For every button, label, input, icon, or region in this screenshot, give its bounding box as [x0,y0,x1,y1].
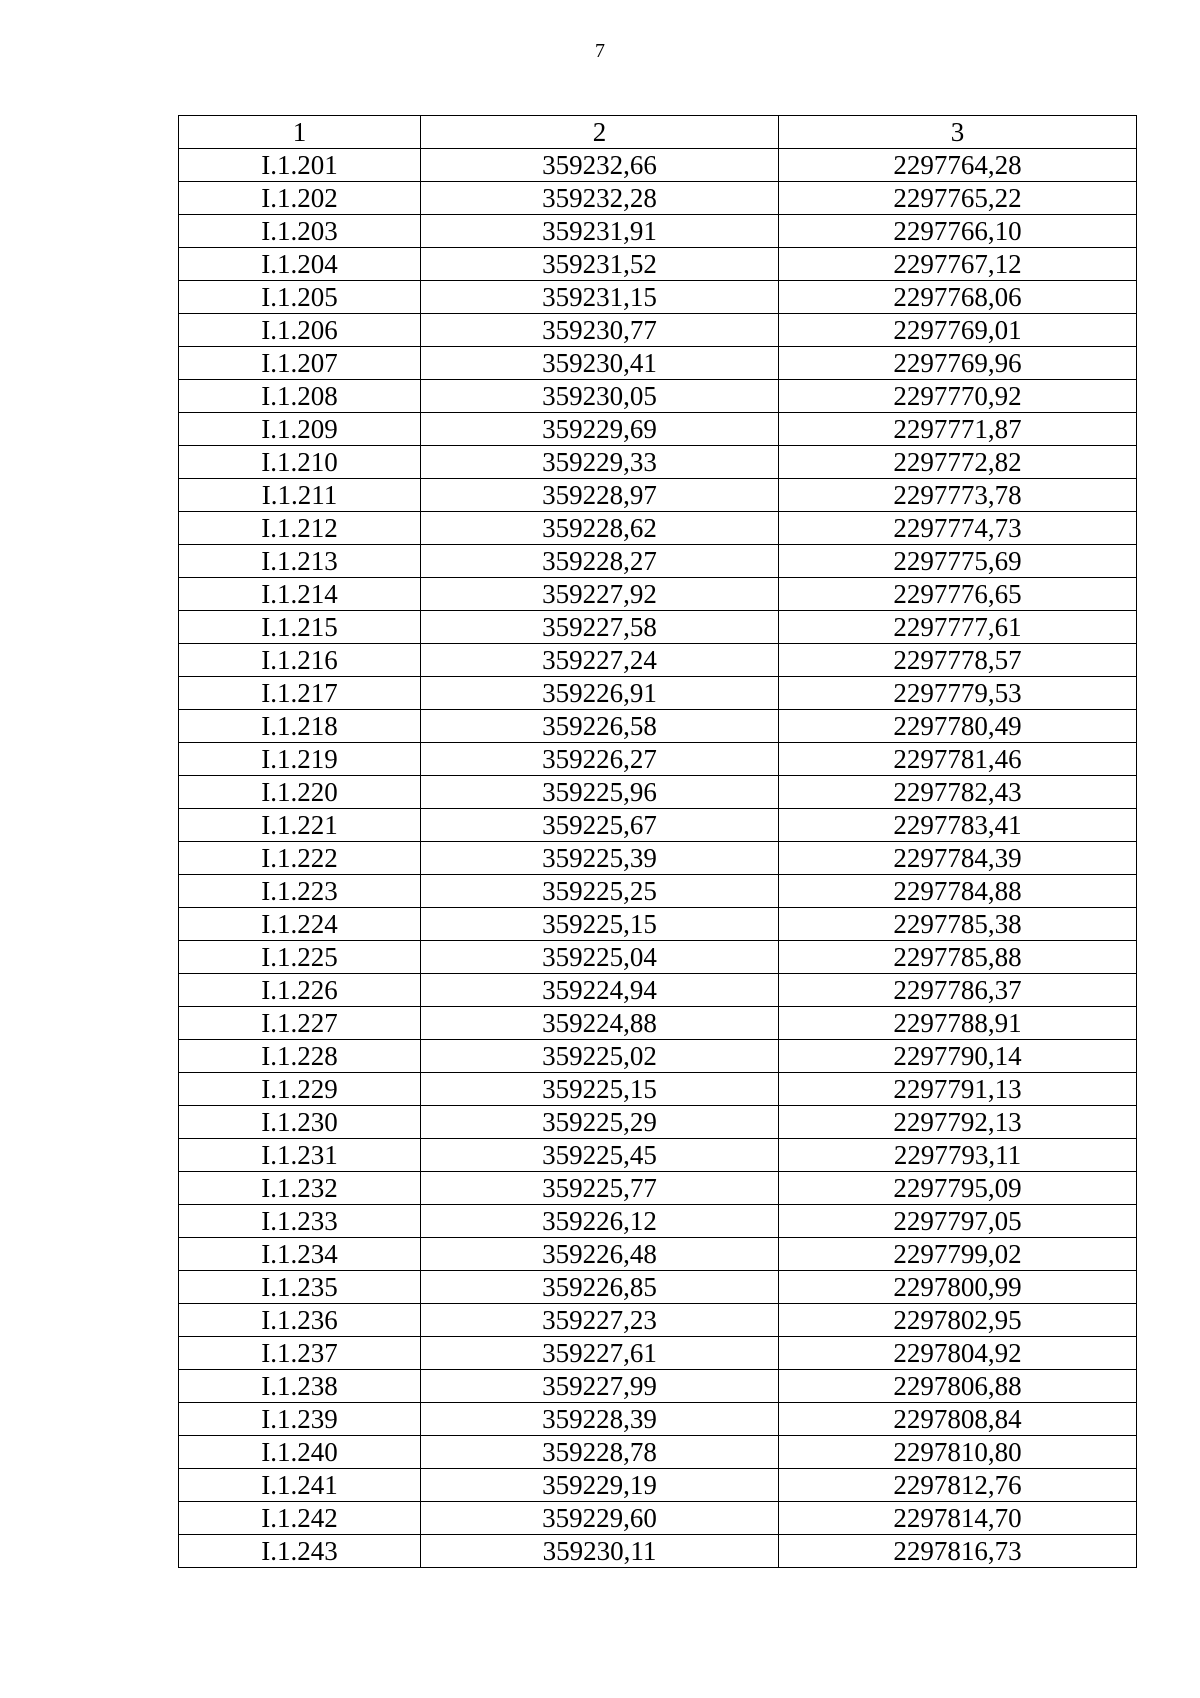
y-coordinate-cell: 2297802,95 [779,1304,1137,1337]
table-row [179,677,1137,710]
table-row [179,1205,1137,1238]
point-id-cell: I.1.242 [179,1502,421,1535]
header-cell-2: 2 [421,116,779,149]
header-row [179,116,1137,149]
x-coordinate-cell: 359227,92 [421,578,779,611]
y-coordinate-cell: 2297767,12 [779,248,1137,281]
point-id-cell: I.1.220 [179,776,421,809]
point-id-cell: I.1.227 [179,1007,421,1040]
y-coordinate-cell: 2297781,46 [779,743,1137,776]
x-coordinate-cell: 359226,85 [421,1271,779,1304]
point-id-cell: I.1.243 [179,1535,421,1568]
y-coordinate-cell: 2297799,02 [779,1238,1137,1271]
table-row [179,578,1137,611]
x-coordinate-cell: 359227,24 [421,644,779,677]
y-coordinate-cell: 2297785,88 [779,941,1137,974]
table-row [179,1073,1137,1106]
point-id-cell: I.1.235 [179,1271,421,1304]
x-coordinate-cell: 359232,28 [421,182,779,215]
point-id-cell: I.1.224 [179,908,421,941]
y-coordinate-cell: 2297784,39 [779,842,1137,875]
coordinates-table [178,115,1137,1568]
y-coordinate-cell: 2297808,84 [779,1403,1137,1436]
y-coordinate-cell: 2297764,28 [779,149,1137,182]
y-coordinate-cell: 2297776,65 [779,578,1137,611]
y-coordinate-cell: 2297816,73 [779,1535,1137,1568]
table-row [179,644,1137,677]
table-row [179,182,1137,215]
y-coordinate-cell: 2297790,14 [779,1040,1137,1073]
table-row [179,1436,1137,1469]
point-id-cell: I.1.206 [179,314,421,347]
table-row [179,908,1137,941]
x-coordinate-cell: 359231,91 [421,215,779,248]
x-coordinate-cell: 359225,02 [421,1040,779,1073]
x-coordinate-cell: 359226,58 [421,710,779,743]
point-id-cell: I.1.231 [179,1139,421,1172]
y-coordinate-cell: 2297782,43 [779,776,1137,809]
x-coordinate-cell: 359228,97 [421,479,779,512]
x-coordinate-cell: 359225,67 [421,809,779,842]
point-id-cell: I.1.232 [179,1172,421,1205]
table-row [179,149,1137,182]
x-coordinate-cell: 359230,77 [421,314,779,347]
x-coordinate-cell: 359229,60 [421,1502,779,1535]
table-body [179,149,1137,1568]
point-id-cell: I.1.212 [179,512,421,545]
table-row [179,1238,1137,1271]
point-id-cell: I.1.234 [179,1238,421,1271]
point-id-cell: I.1.216 [179,644,421,677]
y-coordinate-cell: 2297793,11 [779,1139,1137,1172]
x-coordinate-cell: 359227,61 [421,1337,779,1370]
y-coordinate-cell: 2297766,10 [779,215,1137,248]
table-row [179,809,1137,842]
table-row [179,1271,1137,1304]
y-coordinate-cell: 2297780,49 [779,710,1137,743]
x-coordinate-cell: 359224,94 [421,974,779,1007]
x-coordinate-cell: 359228,39 [421,1403,779,1436]
x-coordinate-cell: 359227,99 [421,1370,779,1403]
x-coordinate-cell: 359228,27 [421,545,779,578]
point-id-cell: I.1.202 [179,182,421,215]
point-id-cell: I.1.230 [179,1106,421,1139]
point-id-cell: I.1.221 [179,809,421,842]
point-id-cell: I.1.223 [179,875,421,908]
table-row [179,347,1137,380]
y-coordinate-cell: 2297797,05 [779,1205,1137,1238]
y-coordinate-cell: 2297777,61 [779,611,1137,644]
point-id-cell: I.1.203 [179,215,421,248]
x-coordinate-cell: 359228,62 [421,512,779,545]
table-row [179,545,1137,578]
table-row [179,1535,1137,1568]
point-id-cell: I.1.241 [179,1469,421,1502]
point-id-cell: I.1.204 [179,248,421,281]
y-coordinate-cell: 2297810,80 [779,1436,1137,1469]
table-row [179,380,1137,413]
point-id-cell: I.1.226 [179,974,421,1007]
table-row [179,512,1137,545]
table-row [179,1139,1137,1172]
y-coordinate-cell: 2297769,01 [779,314,1137,347]
point-id-cell: I.1.225 [179,941,421,974]
y-coordinate-cell: 2297773,78 [779,479,1137,512]
table-row [179,1007,1137,1040]
page-number: 7 [595,40,605,62]
x-coordinate-cell: 359225,15 [421,1073,779,1106]
table-row [179,248,1137,281]
x-coordinate-cell: 359225,15 [421,908,779,941]
table-row [179,1403,1137,1436]
x-coordinate-cell: 359225,29 [421,1106,779,1139]
table-header [179,116,1137,149]
y-coordinate-cell: 2297774,73 [779,512,1137,545]
point-id-cell: I.1.209 [179,413,421,446]
x-coordinate-cell: 359226,27 [421,743,779,776]
point-id-cell: I.1.239 [179,1403,421,1436]
y-coordinate-cell: 2297783,41 [779,809,1137,842]
x-coordinate-cell: 359230,11 [421,1535,779,1568]
table-row [179,281,1137,314]
x-coordinate-cell: 359232,66 [421,149,779,182]
x-coordinate-cell: 359227,23 [421,1304,779,1337]
x-coordinate-cell: 359230,05 [421,380,779,413]
point-id-cell: I.1.201 [179,149,421,182]
header-cell-1: 1 [179,116,421,149]
y-coordinate-cell: 2297779,53 [779,677,1137,710]
point-id-cell: I.1.207 [179,347,421,380]
point-id-cell: I.1.219 [179,743,421,776]
y-coordinate-cell: 2297791,13 [779,1073,1137,1106]
table-row [179,446,1137,479]
x-coordinate-cell: 359231,52 [421,248,779,281]
y-coordinate-cell: 2297788,91 [779,1007,1137,1040]
point-id-cell: I.1.213 [179,545,421,578]
x-coordinate-cell: 359229,33 [421,446,779,479]
table-row [179,1172,1137,1205]
x-coordinate-cell: 359226,91 [421,677,779,710]
y-coordinate-cell: 2297792,13 [779,1106,1137,1139]
table-row [179,974,1137,1007]
x-coordinate-cell: 359225,25 [421,875,779,908]
point-id-cell: I.1.217 [179,677,421,710]
point-id-cell: I.1.211 [179,479,421,512]
point-id-cell: I.1.210 [179,446,421,479]
point-id-cell: I.1.229 [179,1073,421,1106]
y-coordinate-cell: 2297804,92 [779,1337,1137,1370]
y-coordinate-cell: 2297770,92 [779,380,1137,413]
table-row [179,743,1137,776]
y-coordinate-cell: 2297786,37 [779,974,1137,1007]
y-coordinate-cell: 2297785,38 [779,908,1137,941]
y-coordinate-cell: 2297769,96 [779,347,1137,380]
x-coordinate-cell: 359225,04 [421,941,779,974]
x-coordinate-cell: 359229,69 [421,413,779,446]
x-coordinate-cell: 359224,88 [421,1007,779,1040]
table-row [179,1337,1137,1370]
x-coordinate-cell: 359230,41 [421,347,779,380]
y-coordinate-cell: 2297812,76 [779,1469,1137,1502]
y-coordinate-cell: 2297772,82 [779,446,1137,479]
point-id-cell: I.1.228 [179,1040,421,1073]
point-id-cell: I.1.218 [179,710,421,743]
x-coordinate-cell: 359225,45 [421,1139,779,1172]
point-id-cell: I.1.233 [179,1205,421,1238]
y-coordinate-cell: 2297768,06 [779,281,1137,314]
point-id-cell: I.1.222 [179,842,421,875]
y-coordinate-cell: 2297784,88 [779,875,1137,908]
y-coordinate-cell: 2297778,57 [779,644,1137,677]
x-coordinate-cell: 359228,78 [421,1436,779,1469]
table-row [179,1304,1137,1337]
table-row [179,611,1137,644]
table-row [179,710,1137,743]
x-coordinate-cell: 359226,48 [421,1238,779,1271]
table-row [179,1106,1137,1139]
point-id-cell: I.1.237 [179,1337,421,1370]
table-row [179,776,1137,809]
point-id-cell: I.1.238 [179,1370,421,1403]
x-coordinate-cell: 359231,15 [421,281,779,314]
table-row [179,314,1137,347]
table-row [179,1469,1137,1502]
y-coordinate-cell: 2297814,70 [779,1502,1137,1535]
x-coordinate-cell: 359225,96 [421,776,779,809]
table-row [179,1040,1137,1073]
x-coordinate-cell: 359229,19 [421,1469,779,1502]
table-row [179,479,1137,512]
table-row [179,413,1137,446]
y-coordinate-cell: 2297775,69 [779,545,1137,578]
point-id-cell: I.1.208 [179,380,421,413]
point-id-cell: I.1.214 [179,578,421,611]
y-coordinate-cell: 2297765,22 [779,182,1137,215]
table-row [179,941,1137,974]
y-coordinate-cell: 2297806,88 [779,1370,1137,1403]
y-coordinate-cell: 2297800,99 [779,1271,1137,1304]
x-coordinate-cell: 359227,58 [421,611,779,644]
table-row [179,215,1137,248]
table-row [179,842,1137,875]
table-row [179,1502,1137,1535]
point-id-cell: I.1.240 [179,1436,421,1469]
header-cell-3: 3 [779,116,1137,149]
x-coordinate-cell: 359225,39 [421,842,779,875]
point-id-cell: I.1.215 [179,611,421,644]
table-row [179,875,1137,908]
table-row [179,1370,1137,1403]
x-coordinate-cell: 359226,12 [421,1205,779,1238]
x-coordinate-cell: 359225,77 [421,1172,779,1205]
y-coordinate-cell: 2297771,87 [779,413,1137,446]
point-id-cell: I.1.205 [179,281,421,314]
point-id-cell: I.1.236 [179,1304,421,1337]
y-coordinate-cell: 2297795,09 [779,1172,1137,1205]
